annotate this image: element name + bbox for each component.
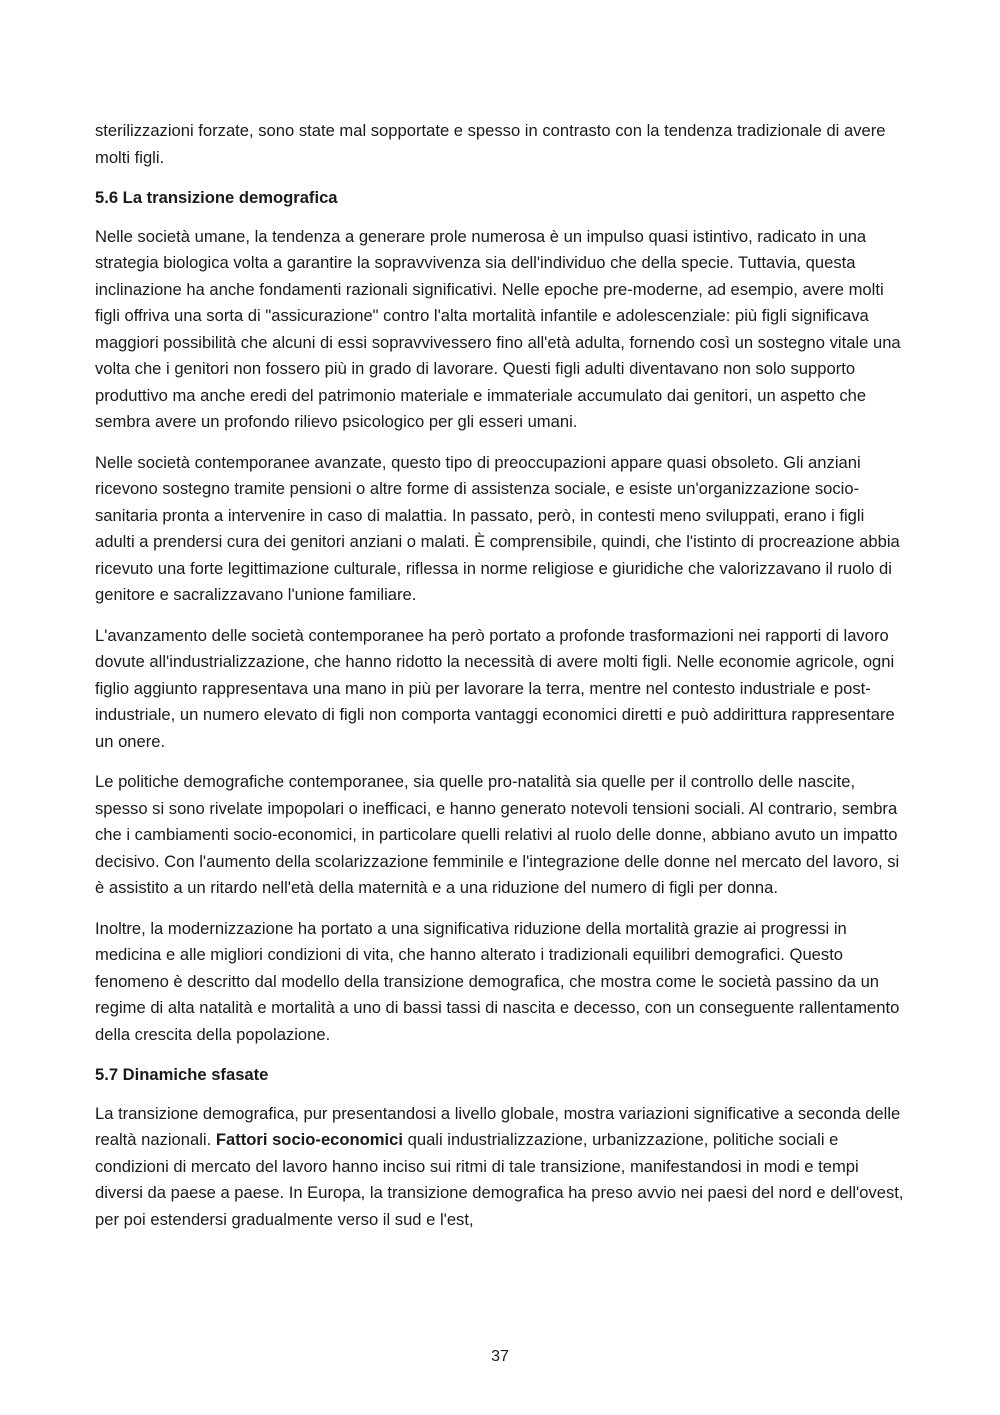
- page-number: 37: [491, 1348, 509, 1365]
- section-heading-5-6: 5.6 La transizione demografica: [95, 188, 338, 207]
- bold-phrase: Fattori socio-economici: [215, 1130, 404, 1149]
- section-heading-5-7: 5.7 Dinamiche sfasate: [95, 1065, 269, 1084]
- paragraph-continuation: sterilizzazioni forzate, sono state mal sopportate e spesso in contrasto con la tendenza tradizionale di avere molti figli.: [95, 121, 886, 167]
- paragraph-text: La transizione demografica, pur presentandosi a livello globale, mostra variazioni significative a seconda delle realtà nazionali.: [95, 1103, 901, 1149]
- paragraph: Nelle società contemporanee avanzate, questo tipo di preoccupazioni appare quasi obsoleto. Gli anziani ricevono sostegno tramite pensioni o altre forme di assistenza sociale, e esiste un'organizzazione socio-sanitaria pronta a intervenire in caso di malattia. In passato, però, in contesti meno sviluppati, erano i figli adulti a prendersi cura dei genitori anziani o malati. È comprensibile, quindi, che l'istinto di procreazione abbia ricevuto una forte legittimazione culturale, riflessa in norme religiose e giuridiche che valorizzavano il ruolo di genitore e sacralizzavano l'unione familiare.: [95, 452, 900, 604]
- document-page: [95, 118, 905, 1247]
- paragraph: [95, 1101, 905, 1234]
- paragraph: Nelle società umane, la tendenza a generare prole numerosa è un impulso quasi istintivo, radicato in una strategia biologica volta a garantire la sopravvivenza sia dell'individuo che della specie. Tuttavia, questa inclinazione ha anche fondamenti razionali significativi. Nelle epoche pre-moderne, ad esempio, avere molti figli offriva una sorta di "assicurazione" contro l'alta mortalità infantile e adolescenziale: più figli significava maggiori possibilità che alcuni di essi sopravvivessero fino all'età adulta, fornendo così un sostegno vitale una volta che i genitori non fossero più in grado di lavorare. Questi figli adulti diventavano non solo supporto produttivo ma anche eredi del patrimonio materiale e immateriale accumulato dai genitori, un aspetto che sembra avere un profondo rilievo psicologico per gli esseri umani.: [95, 226, 901, 431]
- paragraph: L'avanzamento delle società contemporanee ha però portato a profonde trasformazioni nei rapporti di lavoro dovute all'industrializzazione, che hanno ridotto la necessità di avere molti figli. Nelle economie agricole, ogni figlio aggiunto rappresentava una mano in più per lavorare la terra, mentre nel contesto industriale e post-industriale, un numero elevato di figli non comporta vantaggi economici diretti e può addirittura rappresentare un onere.: [95, 625, 895, 751]
- paragraph-text: quali industrializzazione, urbanizzazione, politiche sociali e condizioni di mercato del lavoro hanno inciso sui ritmi di tale transizione, manifestandosi in modi e tempi diversi da paese a paese. In Europa, la transizione demografica ha preso avvio nei paesi del nord e dell'ovest, per poi estendersi gradualmente verso il sud e l'est,: [95, 1130, 904, 1229]
- paragraph: Inoltre, la modernizzazione ha portato a una significativa riduzione della mortalità grazie ai progressi in medicina e alle migliori condizioni di vita, che hanno alterato i tradizionali equilibri demografici. Questo fenomeno è descritto dal modello della transizione demografica, che mostra come le società passino da un regime di alta natalità e mortalità a uno di bassi tassi di nascita e decesso, con un conseguente rallentamento della crescita della popolazione.: [95, 918, 900, 1044]
- paragraph: Le politiche demografiche contemporanee, sia quelle pro-natalità sia quelle per il controllo delle nascite, spesso si sono rivelate impopolari o inefficaci, e hanno generato notevoli tensioni sociali. Al contrario, sembra che i cambiamenti socio-economici, in particolare quelli relativi al ruolo delle donne, abbiano avuto un impatto decisivo. Con l'aumento della scolarizzazione femminile e l'integrazione delle donne nel mercato del lavoro, si è assistito a un ritardo nell'età della maternità e a una riduzione del numero di figli per donna.: [95, 772, 900, 897]
